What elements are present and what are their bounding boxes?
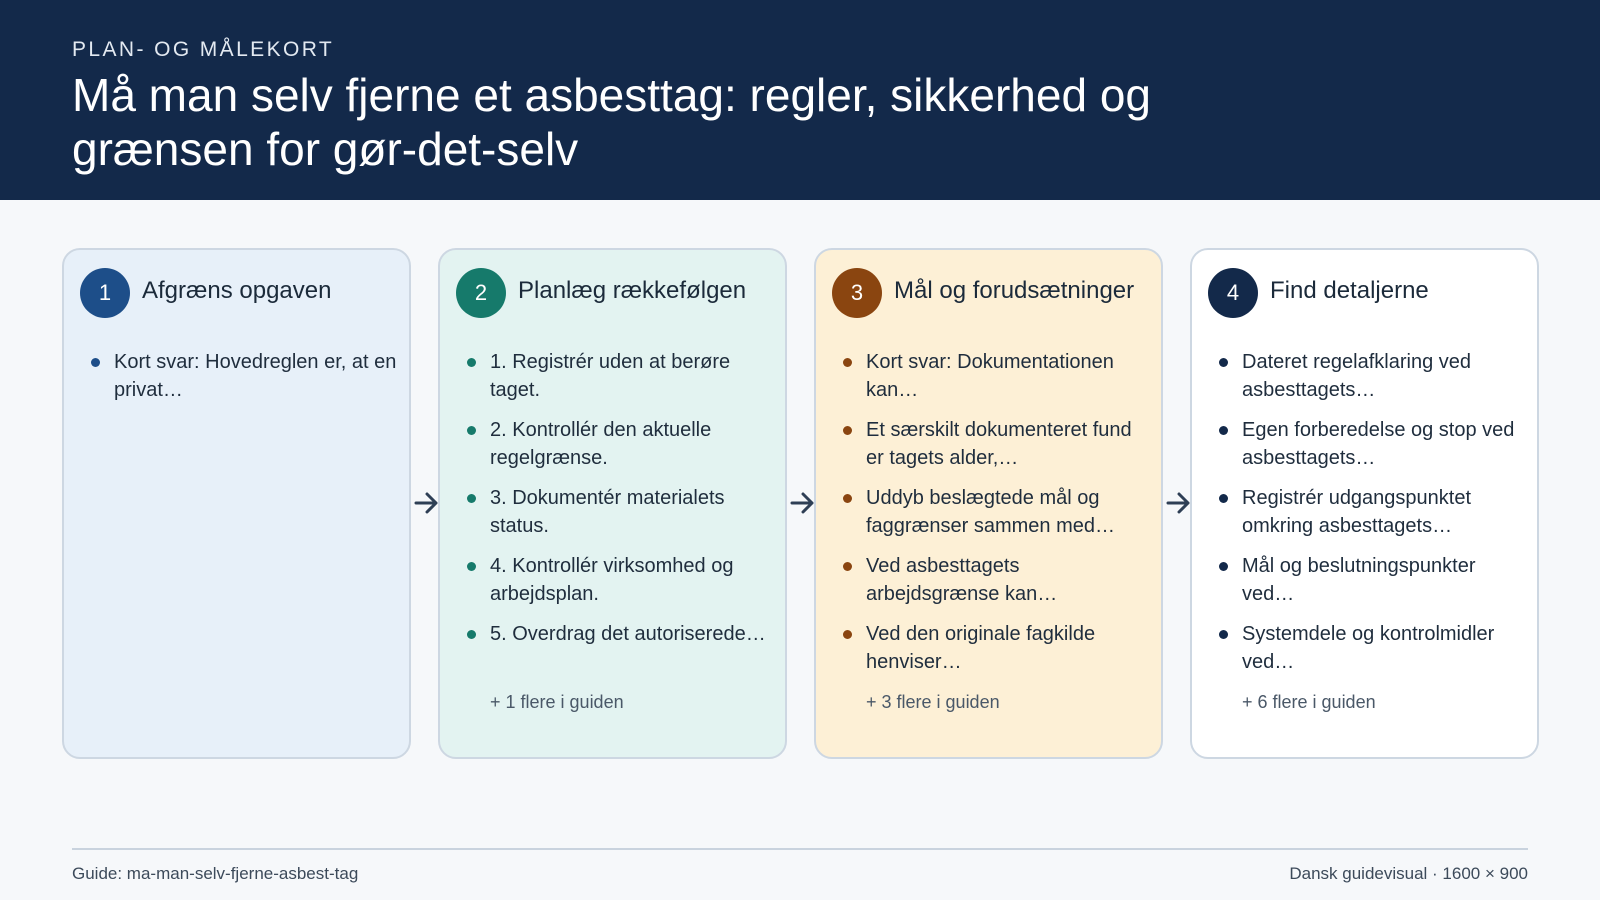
step-number-badge: 1 <box>80 268 130 318</box>
bullet-dot-icon <box>843 426 852 435</box>
list-item-text: Systemdele og kontrolmidler ved… <box>1242 623 1495 673</box>
bullet-dot-icon <box>467 630 476 639</box>
list-item-text: 2. Kontrollér den aktuelle regelgrænse. <box>490 419 712 469</box>
list-item <box>840 348 1150 404</box>
list-item-text: 1. Registrér uden at berøre taget. <box>490 351 731 401</box>
step-item-list <box>1216 348 1526 688</box>
list-item <box>840 620 1150 676</box>
list-item-text: 4. Kontrollér virksomhed og arbejdsplan. <box>490 555 734 605</box>
more-in-guide-link[interactable]: + 6 flere i guiden <box>1242 692 1376 712</box>
list-item-text: Registrér udgangspunktet omkring asbesttagets… <box>1242 487 1472 537</box>
step-card-2 <box>438 248 787 759</box>
arrow-right-icon <box>414 488 440 518</box>
list-item <box>88 348 398 404</box>
step-item-list <box>464 348 774 660</box>
step-item-list <box>840 348 1150 688</box>
list-item <box>464 620 774 648</box>
step-card-1 <box>62 248 411 759</box>
page-title: Må man selv fjerne et asbesttag: regler, sikkerhed og grænsen for gør-det-selv <box>72 69 1152 175</box>
list-item <box>840 416 1150 472</box>
bullet-dot-icon <box>843 630 852 639</box>
step-card-4 <box>1190 248 1539 759</box>
bullet-dot-icon <box>1219 630 1228 639</box>
list-item <box>1216 484 1526 540</box>
list-item <box>1216 416 1526 472</box>
bullet-dot-icon <box>467 358 476 367</box>
bullet-dot-icon <box>843 494 852 503</box>
bullet-dot-icon <box>467 426 476 435</box>
step-title: Find detaljerne <box>1270 277 1429 304</box>
bullet-dot-icon <box>1219 426 1228 435</box>
footer-divider <box>72 848 1528 850</box>
step-item-list <box>88 348 398 416</box>
list-item <box>1216 348 1526 404</box>
step-title: Afgræns opgaven <box>142 277 332 304</box>
list-item-text: Kort svar: Dokumentationen kan… <box>866 351 1114 401</box>
list-item <box>464 416 774 472</box>
step-number-badge: 4 <box>1208 268 1258 318</box>
list-item-text: Ved den originale fagkilde henviser… <box>866 623 1096 673</box>
bullet-dot-icon <box>1219 562 1228 571</box>
list-item-text: Kort svar: Hovedreglen er, at en privat… <box>114 351 397 401</box>
header-banner <box>0 0 1600 200</box>
list-item-text: Et særskilt dokumenteret fund er tagets alder,… <box>866 419 1132 469</box>
bullet-dot-icon <box>1219 494 1228 503</box>
more-in-guide-link[interactable]: + 1 flere i guiden <box>490 692 624 712</box>
bullet-dot-icon <box>1219 358 1228 367</box>
step-title: Mål og forudsætninger <box>894 277 1135 304</box>
step-card-3 <box>814 248 1163 759</box>
list-item <box>464 552 774 608</box>
footer-format-label: Dansk guidevisual · 1600 × 900 <box>1289 864 1528 883</box>
list-item <box>840 552 1150 608</box>
more-in-guide-link[interactable]: + 3 flere i guiden <box>866 692 1000 712</box>
bullet-dot-icon <box>467 562 476 571</box>
step-number-badge: 3 <box>832 268 882 318</box>
arrow-right-icon <box>1166 488 1192 518</box>
list-item <box>464 484 774 540</box>
list-item-text: Egen forberedelse og stop ved asbesttagets… <box>1242 419 1515 469</box>
list-item-text: 5. Overdrag det autoriserede… <box>490 623 766 645</box>
list-item-text: Ved asbesttagets arbejdsgrænse kan… <box>866 555 1058 605</box>
arrow-right-icon <box>790 488 816 518</box>
bullet-dot-icon <box>843 562 852 571</box>
list-item <box>1216 620 1526 676</box>
list-item-text: 3. Dokumentér materialets status. <box>490 487 725 537</box>
footer-guide-label: Guide: ma-man-selv-fjerne-asbest-tag <box>72 864 359 883</box>
list-item <box>840 484 1150 540</box>
list-item <box>464 348 774 404</box>
bullet-dot-icon <box>91 358 100 367</box>
list-item <box>1216 552 1526 608</box>
bullet-dot-icon <box>467 494 476 503</box>
list-item-text: Mål og beslutningspunkter ved… <box>1242 555 1476 605</box>
list-item-text: Uddyb beslægtede mål og faggrænser sammen med… <box>866 487 1115 537</box>
step-number-badge: 2 <box>456 268 506 318</box>
bullet-dot-icon <box>843 358 852 367</box>
step-title: Planlæg rækkefølgen <box>518 277 747 304</box>
eyebrow-label: PLAN- OG MÅLEKORT <box>72 38 335 61</box>
list-item-text: Dateret regelafklaring ved asbesttagets… <box>1242 351 1472 401</box>
